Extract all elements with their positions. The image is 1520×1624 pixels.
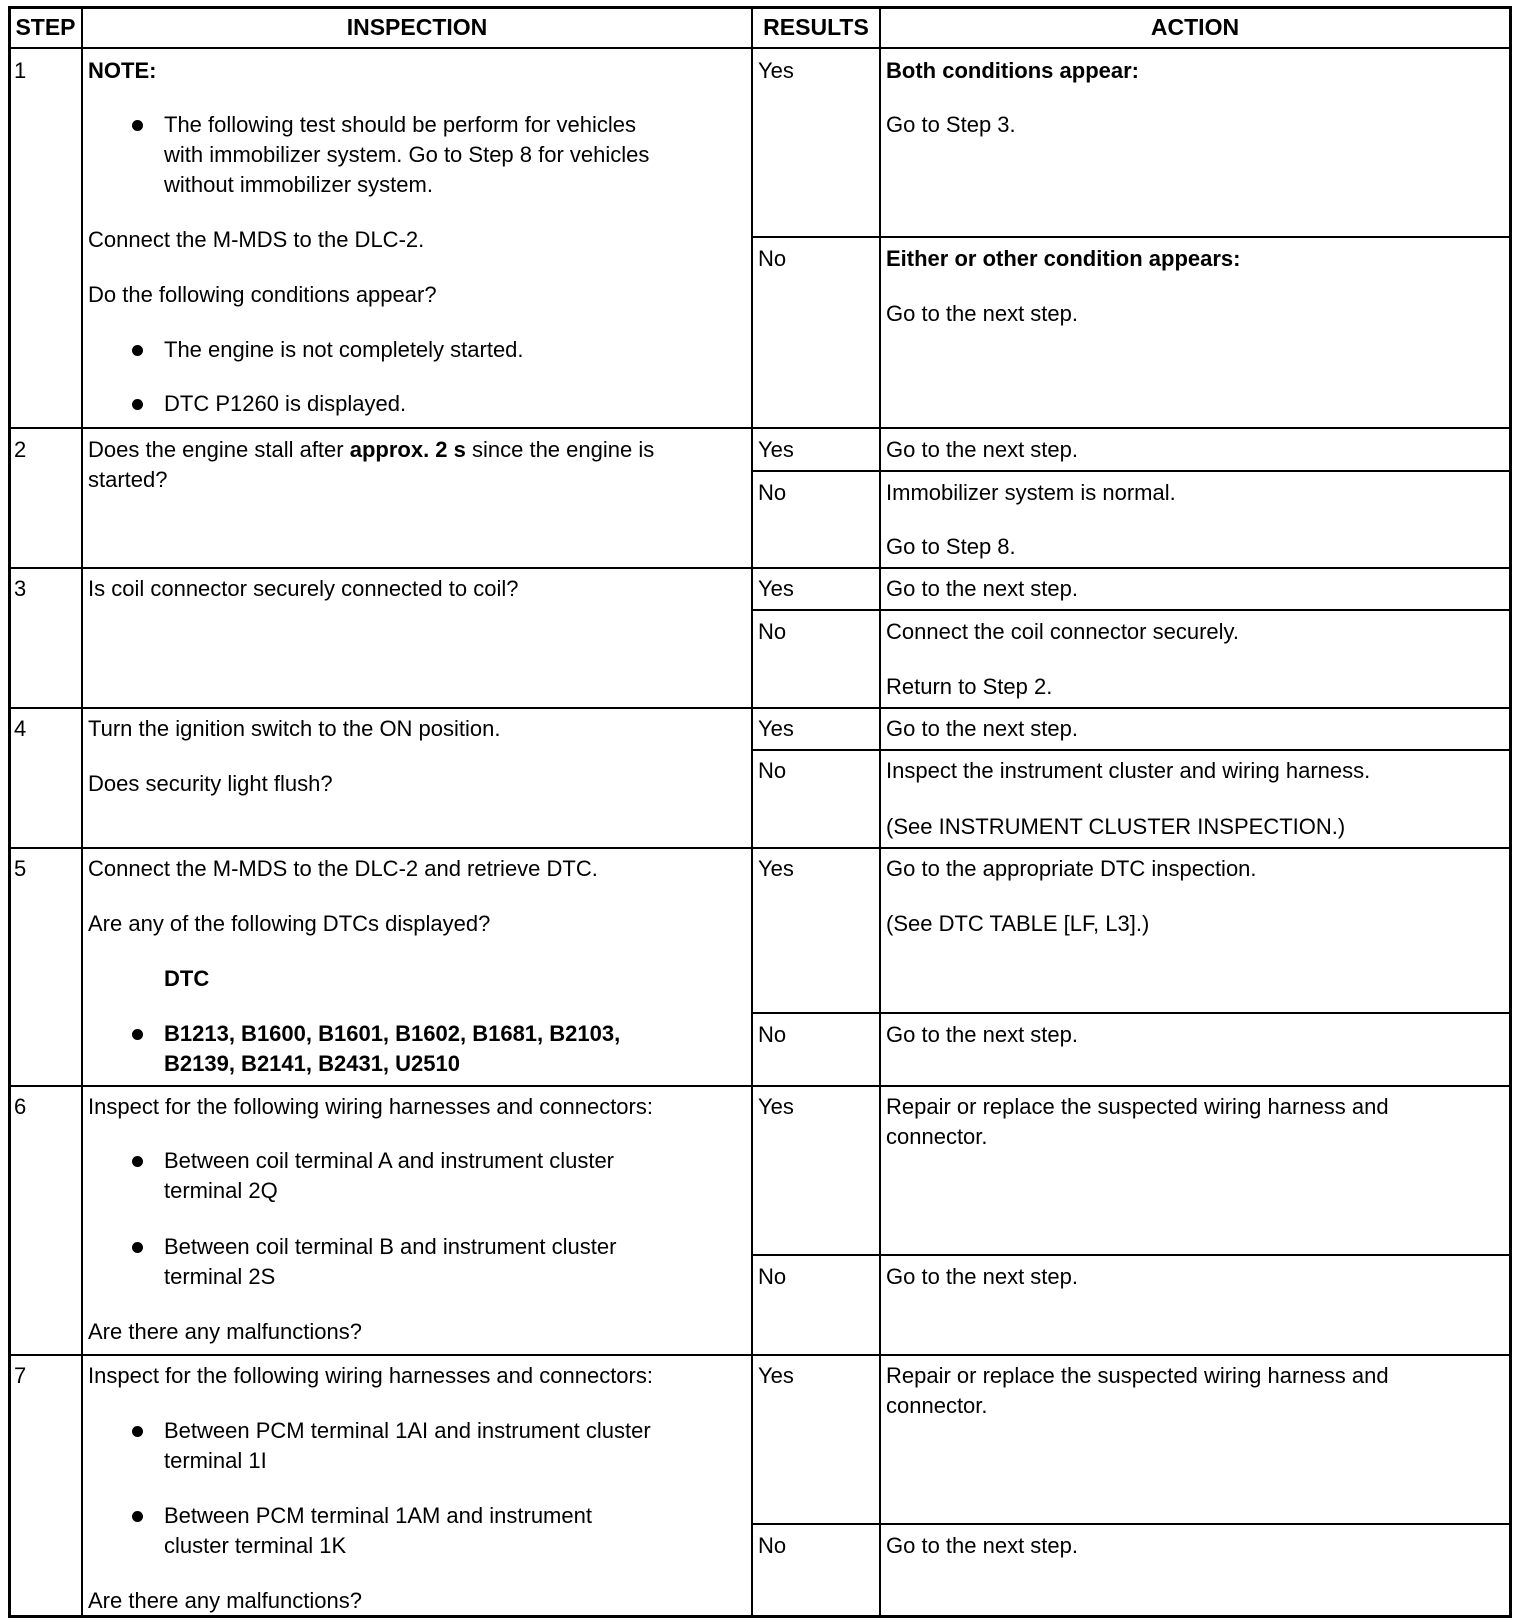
dtc-list-line: B1213, B1600, B1601, B1602, B1681, B2103, [164,1021,621,1046]
action-heading: Either or other condition appears: [886,246,1241,271]
table-border-left [8,6,11,1618]
action-text: Go to the next step. [886,1533,1079,1558]
action-text: Go to the next step. [886,716,1079,741]
result-no: No [758,758,787,783]
result-yes: Yes [758,576,794,601]
dtc-list-line: B2139, B2141, B2431, U2510 [164,1051,460,1076]
result-divider-4 [751,749,1512,751]
note-text-line: without immobilizer system. [164,172,433,197]
inspection-question: Are there any malfunctions? [88,1588,362,1613]
action-text: Return to Step 2. [886,674,1053,699]
result-yes: Yes [758,1363,794,1388]
harness-item-line: Between coil terminal A and instrument cluster [164,1148,615,1173]
harness-item-line: Between coil terminal B and instrument cluster [164,1234,617,1259]
harness-item-line: Between PCM terminal 1AM and instrument [164,1503,592,1528]
step-number: 1 [14,58,27,83]
result-no: No [758,1533,787,1558]
action-heading: Both conditions appear: [886,58,1139,83]
result-no: No [758,246,787,271]
row-divider-6 [8,1354,1512,1356]
note-text-line: with immobilizer system. Go to Step 8 for vehicles [164,142,650,167]
row-divider-4 [8,847,1512,849]
result-yes: Yes [758,437,794,462]
bullet-icon [132,120,143,131]
inspection-question: Are any of the following DTCs displayed? [88,911,491,936]
inspection-instruction: Connect the M-MDS to the DLC-2. [88,227,425,252]
bullet-icon [132,345,143,356]
result-yes: Yes [758,1094,794,1119]
action-text: Connect the coil connector securely. [886,619,1239,644]
result-no: No [758,1264,787,1289]
inspection-question: Is coil connector securely connected to coil? [88,576,519,601]
bullet-icon [132,1156,143,1167]
inspection-question: Are there any malfunctions? [88,1319,362,1344]
result-yes: Yes [758,856,794,881]
bullet-icon [132,1029,143,1040]
harness-item-line: terminal 1I [164,1448,267,1473]
table-border-right [1509,6,1512,1618]
question-text: since the engine is [465,437,655,462]
step-number: 7 [14,1363,27,1388]
action-text: Inspect the instrument cluster and wiring harness. [886,758,1371,783]
step-number: 6 [14,1094,27,1119]
action-text: Go to the next step. [886,1264,1079,1289]
question-emphasis: approx. 2 s [349,437,466,462]
result-divider-3 [751,609,1512,611]
action-text: Go to Step 3. [886,112,1016,137]
header-results: RESULTS [763,14,869,40]
result-yes: Yes [758,58,794,83]
step-number: 5 [14,856,27,881]
harness-item-line: terminal 2Q [164,1178,278,1203]
note-text-line: The following test should be perform for vehicles [164,112,637,137]
result-no: No [758,1022,787,1047]
bullet-icon [132,1242,143,1253]
action-text: Go to the next step. [886,437,1079,462]
inspection-instruction: Connect the M-MDS to the DLC-2 and retrieve DTC. [88,856,598,881]
header-divider [8,47,1512,49]
inspection-question [88,435,654,465]
result-divider-7 [751,1523,1512,1525]
action-text: connector. [886,1393,988,1418]
step-number: 3 [14,576,27,601]
bullet-icon [132,1426,143,1437]
bullet-icon [132,1511,143,1522]
row-divider-5 [8,1085,1512,1087]
harness-item-line: cluster terminal 1K [164,1533,347,1558]
troubleshooting-table [8,6,1512,1618]
result-divider-1 [751,236,1512,238]
row-divider-3 [8,707,1512,709]
result-divider-5 [751,1012,1512,1014]
column-divider-inspection [751,6,753,1618]
action-text: Go to the next step. [886,301,1079,326]
condition-item: The engine is not completely started. [164,337,524,362]
action-text: connector. [886,1124,988,1149]
inspection-instruction: Turn the ignition switch to the ON position. [88,716,501,741]
action-text: Repair or replace the suspected wiring harness and [886,1363,1389,1388]
row-divider-1 [8,427,1512,429]
row-divider-2 [8,567,1512,569]
action-text: (See DTC TABLE [LF, L3].) [886,911,1150,936]
action-text: Repair or replace the suspected wiring harness and [886,1094,1389,1119]
step-number: 4 [14,716,27,741]
result-no: No [758,619,787,644]
table-border-top [8,6,1512,9]
inspection-question-line: started? [88,467,168,492]
column-divider-results [879,6,881,1618]
result-divider-6 [751,1254,1512,1256]
header-inspection: INSPECTION [346,14,488,40]
action-text: Go to the next step. [886,576,1079,601]
result-divider-2 [751,470,1512,472]
harness-item-line: Between PCM terminal 1AI and instrument cluster [164,1418,651,1443]
dtc-label: DTC [164,966,210,991]
action-text: Go to the appropriate DTC inspection. [886,856,1257,881]
action-text: Immobilizer system is normal. [886,480,1176,505]
action-text: (See INSTRUMENT CLUSTER INSPECTION.) [886,814,1346,839]
action-text: Go to Step 8. [886,534,1016,559]
note-label: NOTE: [88,58,157,83]
inspection-instruction: Inspect for the following wiring harnesses and connectors: [88,1094,653,1119]
action-text: Go to the next step. [886,1022,1079,1047]
inspection-instruction: Inspect for the following wiring harnesses and connectors: [88,1363,653,1388]
result-yes: Yes [758,716,794,741]
harness-item-line: terminal 2S [164,1264,276,1289]
inspection-question: Does security light flush? [88,771,333,796]
step-number: 2 [14,437,27,462]
condition-item: DTC P1260 is displayed. [164,391,407,416]
result-no: No [758,480,787,505]
question-text: Does the engine stall after [88,437,350,462]
header-step: STEP [15,14,76,40]
bullet-icon [132,399,143,410]
inspection-question: Do the following conditions appear? [88,282,437,307]
column-divider-step [81,6,83,1618]
header-action: ACTION [1150,14,1240,40]
